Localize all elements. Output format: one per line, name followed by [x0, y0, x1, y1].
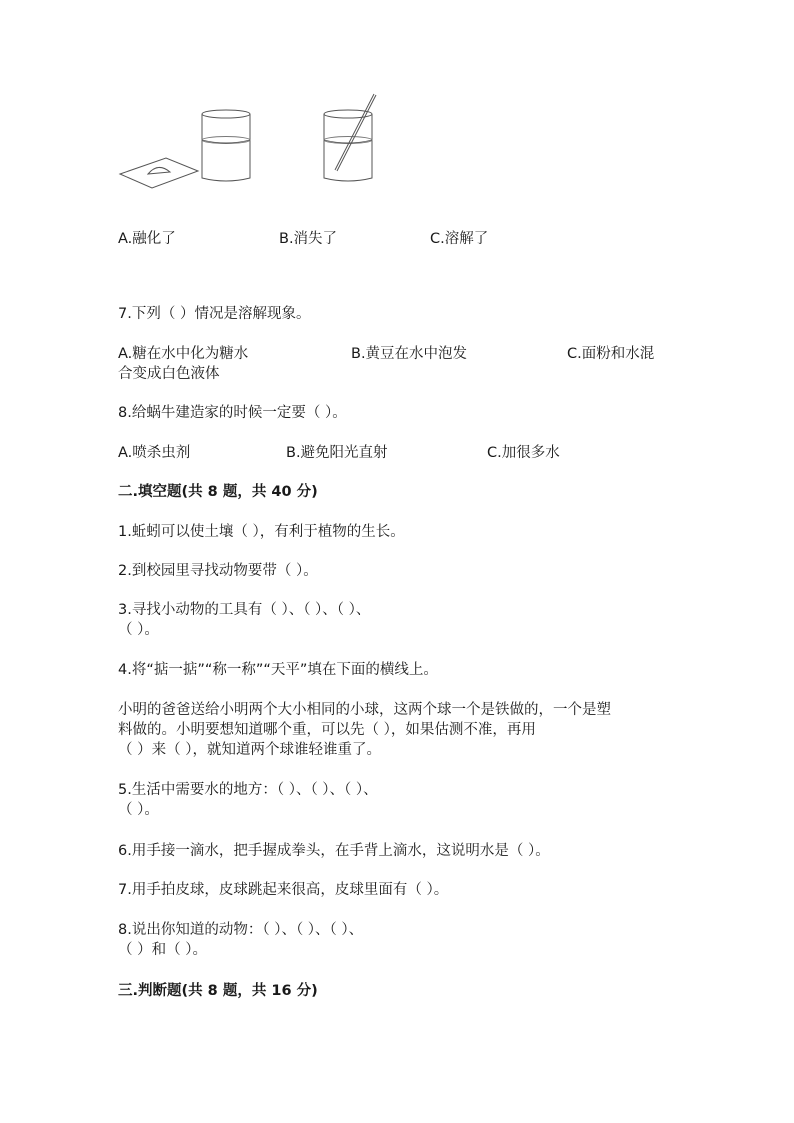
glass-of-water [202, 110, 250, 181]
q7-option-a: A.糖在水中化为糖水 [118, 346, 249, 362]
fill-question-6: 6.用手接一滴水，把手握成拳头，在手背上滴水，这说明水是（ ）。 [118, 843, 550, 859]
q6-option-b: B.消失了 [279, 231, 338, 247]
fill-question-3: 3.寻找小动物的工具有（ ）、（ ）、（ ）、 [118, 602, 371, 618]
fill-question-5-continued: （ ）。 [118, 802, 159, 818]
q6-option-a: A.融化了 [118, 231, 176, 247]
q7-option-c: C.面粉和水混 [567, 346, 655, 362]
q8-option-b: B.避免阳光直射 [286, 445, 388, 461]
fill-question-8-continued: （ ）和（ ）。 [118, 942, 207, 958]
question-8-stem: 8.给蜗牛建造家的时候一定要（ ）。 [118, 405, 347, 421]
q8-option-a: A.喷杀虫剂 [118, 445, 191, 461]
question-7-stem: 7.下列（ ）情况是溶解现象。 [118, 306, 311, 322]
fill-question-1: 1.蚯蚓可以使土壤（ ），有利于植物的生长。 [118, 524, 405, 540]
section-2-title: 二.填空题(共 8 题，共 40 分) [118, 484, 318, 500]
q7-option-b: B.黄豆在水中泡发 [351, 346, 468, 362]
fill-question-2: 2.到校园里寻找动物要带（ ）。 [118, 563, 318, 579]
fill-question-3-continued: （ ）。 [118, 622, 159, 638]
fill-question-4-passage-line-2: 料做的。小明要想知道哪个重，可以先（ ），如果估测不准，再用 [118, 722, 536, 738]
fill-question-5: 5.生活中需要水的地方：（ ）、（ ）、（ ）、 [118, 782, 378, 798]
dissolving-experiment-figure [118, 92, 388, 197]
fill-question-7: 7.用手拍皮球，皮球跳起来很高，皮球里面有（ ）。 [118, 882, 449, 898]
q8-option-c: C.加很多水 [487, 445, 560, 461]
fill-question-4-passage-line-1: 小明的爸爸送给小明两个大小相同的小球，这两个球一个是铁做的，一个是塑 [118, 702, 611, 718]
fill-question-8: 8.说出你知道的动物：（ ）、（ ）、（ ）、 [118, 922, 364, 938]
fill-question-4-passage-line-3: （ ）来（ ），就知道两个球谁轻谁重了。 [118, 742, 381, 758]
section-3-title: 三.判断题(共 8 题，共 16 分) [118, 983, 318, 999]
q6-option-c: C.溶解了 [430, 231, 489, 247]
fill-question-4: 4.将“掂一掂”“称一称”“天平”填在下面的横线上。 [118, 662, 438, 678]
glass-with-stirring-rod [324, 94, 376, 181]
q7-option-c-continued: 合变成白色液体 [118, 366, 220, 382]
